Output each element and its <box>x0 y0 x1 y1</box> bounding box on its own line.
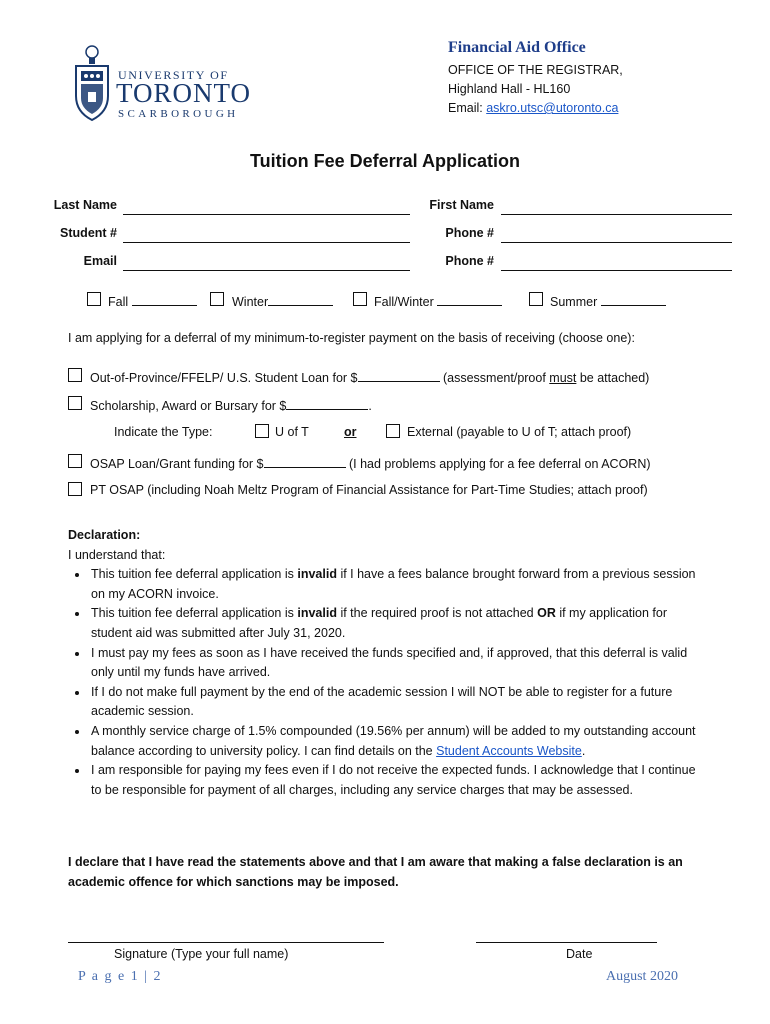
phone-field-1[interactable] <box>501 242 732 243</box>
fall-winter-text: Fall/Winter <box>374 295 434 309</box>
winter-text: Winter <box>232 295 269 309</box>
winter-checkbox[interactable] <box>210 292 224 306</box>
first-name-field[interactable] <box>501 214 732 215</box>
external-label: External (payable to U of T; attach proof) <box>407 425 632 439</box>
email-field[interactable] <box>123 270 410 271</box>
date-field[interactable] <box>476 942 657 943</box>
external-checkbox[interactable] <box>386 424 400 438</box>
declaration-heading: Declaration: <box>68 528 141 542</box>
decl-text: A monthly service charge of 1.5% compounded (19.56% per annum) will be added to my outstanding account balance according to university policy. I can find details on the <box>91 723 696 758</box>
phone-label-1: Phone # <box>445 226 494 240</box>
scholarship-period: . <box>368 399 372 413</box>
scholarship-checkbox[interactable] <box>68 396 82 410</box>
loan-text: Out-of-Province/FFELP/ U.S. Student Loan for $ <box>90 371 358 385</box>
office-title: Financial Aid Office <box>448 39 586 56</box>
declaration-item <box>89 722 708 761</box>
declaration-item <box>89 604 708 643</box>
decl-bold: invalid <box>297 606 337 621</box>
decl-text: if my application for student aid was submitted after July 31, 2020. <box>91 606 668 640</box>
first-name-label: First Name <box>429 198 494 212</box>
osap-amount-blank[interactable] <box>264 455 346 468</box>
fall-label <box>108 293 197 309</box>
declaration-section <box>68 526 708 800</box>
or-label: or <box>344 425 357 439</box>
osap-note: (I had problems applying for a fee deferral on ACORN) <box>348 457 651 471</box>
footer-date: August 2020 <box>606 969 678 984</box>
last-name-field[interactable] <box>123 214 410 215</box>
page-number: P a g e 1 | 2 <box>78 969 162 984</box>
indicate-type-label: Indicate the Type: <box>114 425 213 439</box>
decl-bold: invalid <box>297 567 337 582</box>
university-crest-logo <box>72 44 112 124</box>
fall-text: Fall <box>108 295 129 309</box>
student-number-label: Student # <box>60 226 117 240</box>
loan-option <box>90 369 649 385</box>
university-name-line2: TORONTO <box>116 78 252 108</box>
decl-text: . <box>581 743 586 758</box>
pt-osap-checkbox[interactable] <box>68 482 82 496</box>
student-accounts-link[interactable]: Student Accounts Website <box>436 743 582 758</box>
email-label: Email <box>83 254 117 268</box>
uoft-label: U of T <box>275 425 309 439</box>
decl-text: This tuition fee deferral application is <box>91 606 298 621</box>
uoft-checkbox[interactable] <box>255 424 269 438</box>
office-email-row <box>448 99 623 118</box>
email-label: Email: <box>448 101 487 115</box>
phone-field-2[interactable] <box>501 270 732 271</box>
loan-amount-blank[interactable] <box>358 369 440 382</box>
date-label: Date <box>566 947 593 961</box>
osap-checkbox[interactable] <box>68 454 82 468</box>
loan-note-end: be attached) <box>576 371 650 385</box>
decl-text: if the required proof is not attached <box>336 606 538 621</box>
fall-winter-checkbox[interactable] <box>353 292 367 306</box>
last-name-label: Last Name <box>53 198 117 212</box>
office-info <box>448 61 623 118</box>
osap-text: OSAP Loan/Grant funding for $ <box>90 457 264 471</box>
osap-option <box>90 455 651 471</box>
decl-bold: OR <box>537 606 556 621</box>
declaration-item: • I am responsible for paying my fees even if I do not receive the expected funds. I acknowledge that I continue to be responsible for payment of all charges, including any service charges that may be assessed. <box>89 761 708 800</box>
phone-label-2: Phone # <box>445 254 494 268</box>
understand-text: I understand that: <box>68 547 166 562</box>
final-declaration: I declare that I have read the statements above and that I am aware that making a false declaration is an academic offence for which sanctions may be imposed. <box>68 855 683 889</box>
declaration-item: • I must pay my fees as soon as I have received the funds specified and, if approved, that this deferral is valid only until my funds have arrived. <box>89 644 708 683</box>
scholarship-amount-blank[interactable] <box>286 397 368 410</box>
loan-checkbox[interactable] <box>68 368 82 382</box>
declaration-item: • If I do not make full payment by the end of the academic session I will NOT be able to register for a future academic session. <box>89 683 708 722</box>
summer-checkbox[interactable] <box>529 292 543 306</box>
document-title: Tuition Fee Deferral Application <box>249 151 521 171</box>
declaration-list <box>68 565 708 800</box>
university-name-line1: UNIVERSITY OF <box>118 68 229 82</box>
scholarship-option <box>90 397 372 413</box>
summer-text: Summer <box>550 295 598 309</box>
office-email-link[interactable]: askro.utsc@utoronto.ca <box>486 101 619 115</box>
office-line1: OFFICE OF THE REGISTRAR, <box>448 63 623 77</box>
winter-blank[interactable] <box>268 293 333 306</box>
fall-winter-label <box>374 293 502 309</box>
summer-label <box>550 293 666 309</box>
fall-checkbox[interactable] <box>87 292 101 306</box>
winter-label <box>232 293 333 309</box>
fall-winter-blank[interactable] <box>437 293 502 306</box>
deferral-intro: I am applying for a deferral of my minimum-to-register payment on the basis of receiving (choose one): <box>68 331 635 345</box>
signature-label: Signature (Type your full name) <box>114 947 289 961</box>
student-number-field[interactable] <box>123 242 410 243</box>
fall-blank[interactable] <box>132 293 197 306</box>
summer-blank[interactable] <box>601 293 666 306</box>
loan-must: must <box>549 371 577 385</box>
decl-text: if I have a fees balance brought forward from a previous session on my ACORN invoice. <box>91 567 696 601</box>
signature-field[interactable] <box>68 942 384 943</box>
university-name-line3: SCARBOROUGH <box>118 108 239 120</box>
loan-note: (assessment/proof <box>442 371 550 385</box>
decl-text: This tuition fee deferral application is <box>91 567 298 582</box>
scholarship-text: Scholarship, Award or Bursary for $ <box>90 399 287 413</box>
declaration-item <box>89 565 708 604</box>
office-line2: Highland Hall - HL160 <box>448 82 571 96</box>
pt-osap-label: PT OSAP (including Noah Meltz Program of Financial Assistance for Part-Time Studies; attach proof) <box>90 483 648 497</box>
